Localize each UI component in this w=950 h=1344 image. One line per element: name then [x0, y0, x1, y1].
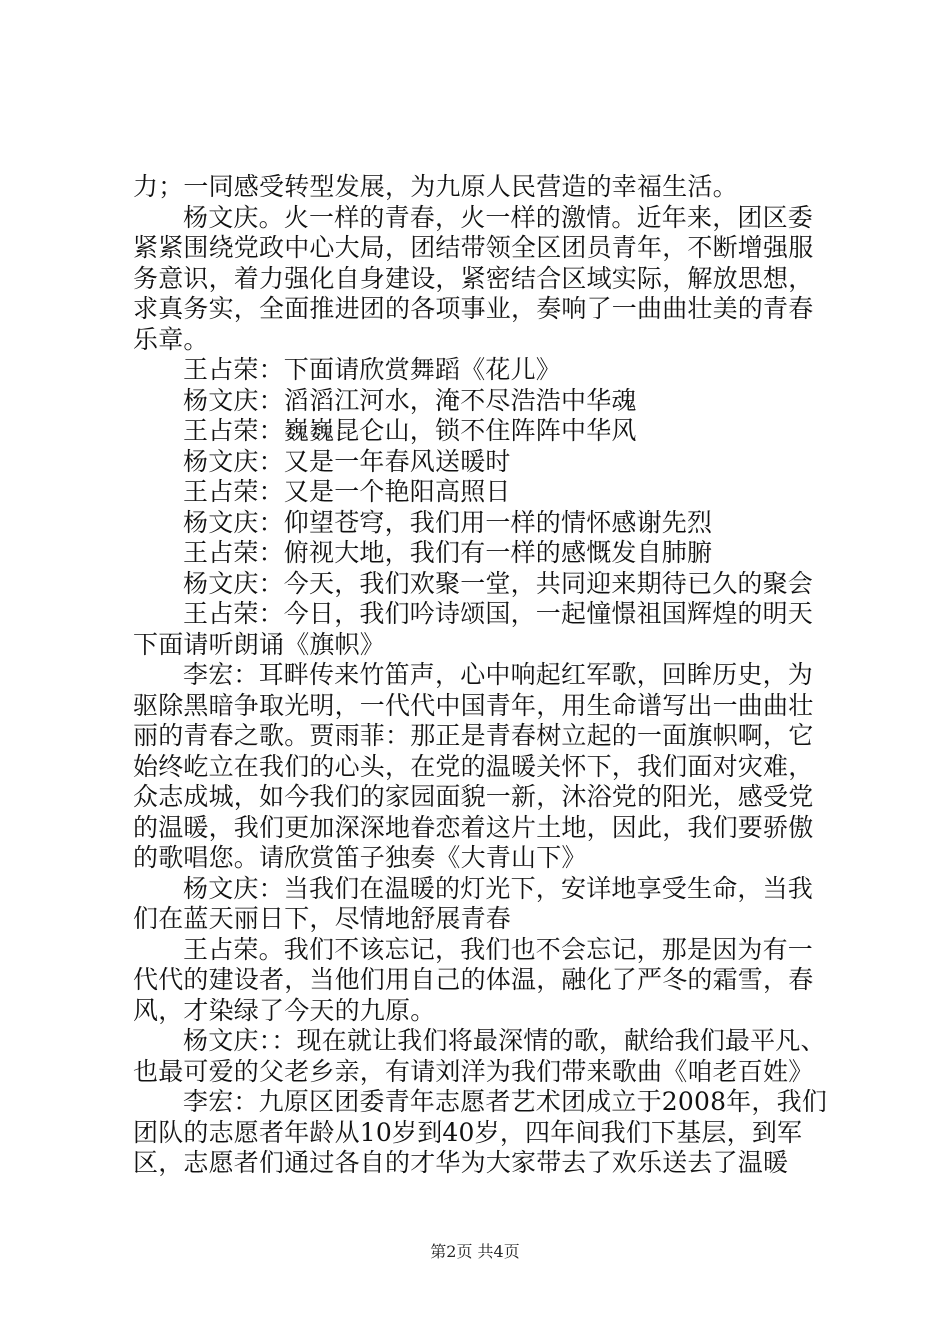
- paragraph: 李宏：耳畔传来竹笛声，心中响起红军歌，回眸历史，为驱除黑暗争取光明，一代代中国青年，用生命谱写出一曲曲壮丽的青春之歌。贾雨菲：那正是青春树立起的一面旗帜啊，它始终屹立在我们的心头，在党的温暖关怀下，我们面对灾难，众志成城，如今我们的家园面貌一新，沐浴党的阳光，感受党的温暖，我们更加深深地眷恋着这片土地，因此，我们要骄傲的歌唱您。请欣赏笛子独奏《大青山下》: [133, 660, 814, 872]
- paragraph: 王占荣：今日，我们吟诗颂国，一起憧憬祖国辉煌的明天下面请听朗诵《旗帜》: [133, 599, 814, 659]
- paragraph: 杨文庆：：现在就让我们将最深情的歌，献给我们最平凡、也最可爱的父老乡亲，有请刘洋为我们带来歌曲《咱老百姓》: [133, 1026, 826, 1086]
- paragraph: 杨文庆：当我们在温暖的灯光下，安详地享受生命，当我们在蓝天丽日下，尽情地舒展青春: [133, 873, 814, 933]
- paragraph: 王占荣：巍巍昆仑山，锁不住阵阵中华风: [183, 416, 637, 445]
- paragraph: 杨文庆。火一样的青春，火一样的激情。近年来，团区委紧紧围绕党政中心大局，团结带领全区团员青年，不断增强服务意识，着力强化自身建设，紧密结合区域实际，解放思想，求真务实，全面推进团的各项事业，奏响了一曲曲壮美的青春乐章。: [133, 202, 814, 354]
- paragraph: 王占荣：又是一个艳阳高照日: [183, 477, 511, 506]
- paragraph: 李宏：九原区团委青年志愿者艺术团成立于2008年，我们团队的志愿者年龄从10岁到40岁，四年间我们下基层，到军区，志愿者们通过各自的才华为大家带去了欢乐送去了温暖: [133, 1087, 828, 1177]
- paragraph: 杨文庆：又是一年春风送暖时: [183, 446, 511, 476]
- paragraph: 杨文庆：滔滔江河水，淹不尽浩浩中华魂: [183, 385, 637, 415]
- paragraph: 王占荣：俯视大地，我们有一样的感慨发自肺腑: [183, 538, 713, 567]
- paragraph: 杨文庆：今天，我们欢聚一堂，共同迎来期待已久的聚会: [183, 568, 814, 598]
- document-body: [133, 172, 833, 1179]
- paragraph: 王占荣：下面请欣赏舞蹈《花儿》: [183, 355, 562, 384]
- page-number-label: 第2页 共4页: [430, 1242, 520, 1261]
- paragraph: 力；一同感受转型发展，为九原人民营造的幸福生活。: [133, 172, 738, 201]
- paragraph: 杨文庆：仰望苍穹，我们用一样的情怀感谢先烈: [183, 507, 713, 537]
- page-footer: [0, 1242, 950, 1262]
- paragraph: 王占荣。我们不该忘记，我们也不会忘记，那是因为有一代代的建设者，当他们用自己的体温，融化了严冬的霜雪，春风，才染绿了今天的九原。: [133, 934, 814, 1025]
